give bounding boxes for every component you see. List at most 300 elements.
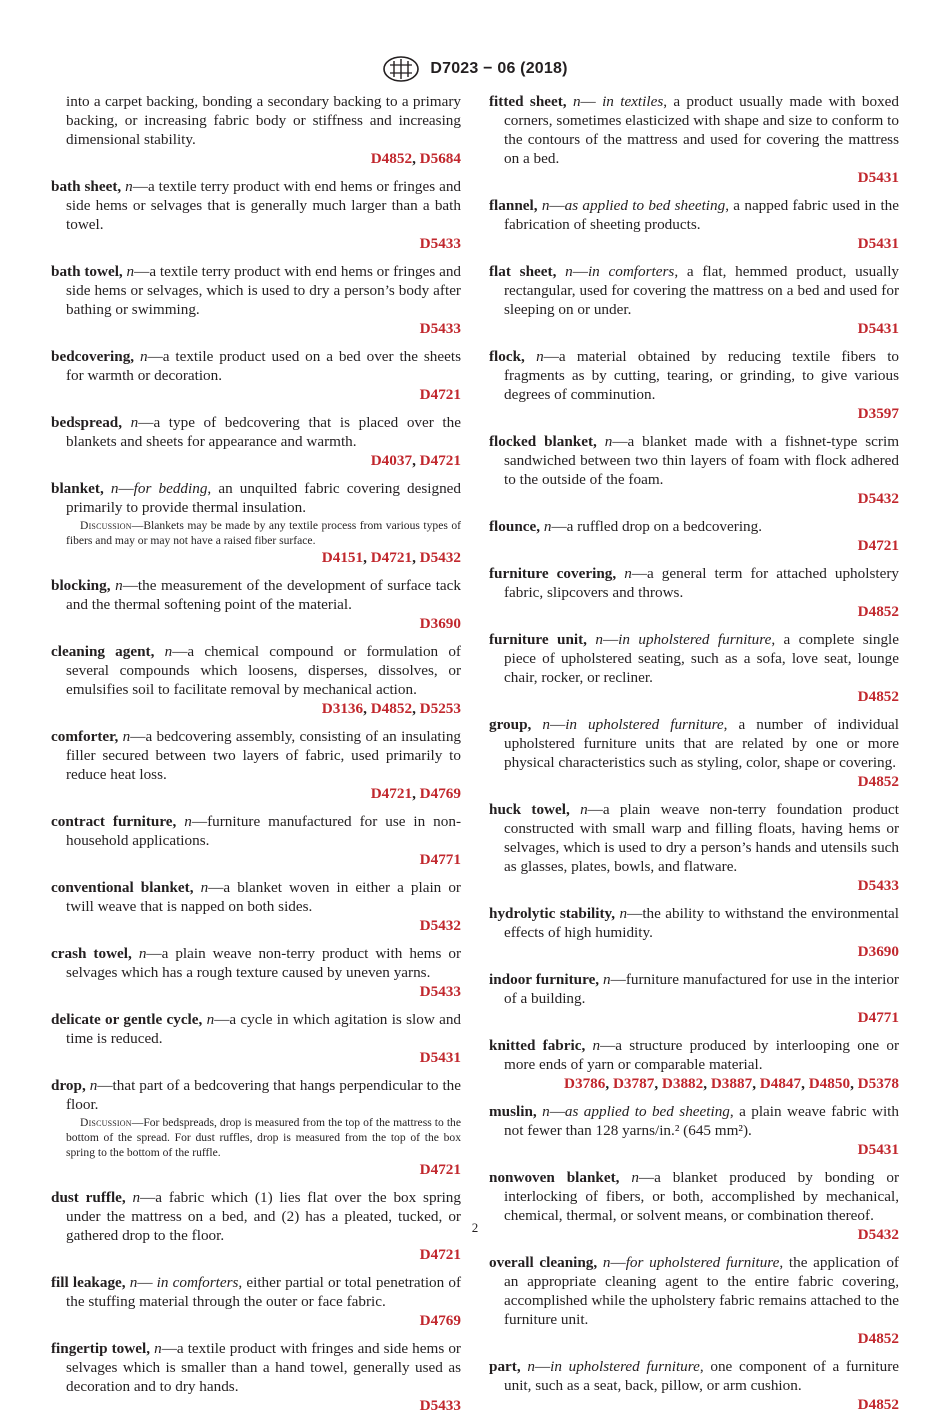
part-of-speech: n (565, 263, 573, 280)
em-dash: — (572, 263, 588, 280)
entry-body (51, 262, 461, 319)
em-dash: — (138, 414, 154, 431)
reference-list (51, 385, 461, 404)
em-dash: — (638, 1169, 655, 1186)
definition-text: , a complete single piece of upholstered seating, such as a sofa, love seat, lounge chair, rocker, or recliner. (504, 631, 899, 686)
reference-link[interactable]: D5433 (419, 235, 461, 252)
reference-link[interactable]: D4721 (370, 785, 413, 802)
glossary-entry (51, 642, 461, 718)
entry-body (489, 517, 899, 536)
glossary-entry (489, 1036, 899, 1093)
reference-link[interactable]: D4769 (419, 785, 461, 802)
reference-list (51, 1396, 461, 1415)
em-dash: — (147, 348, 163, 365)
glossary-entry (51, 1339, 461, 1415)
reference-link[interactable]: D4721 (370, 549, 413, 566)
reference-list (489, 772, 899, 791)
reference-link[interactable]: D3887 (710, 1075, 753, 1092)
definition-text: a fabric which (1) lies flat over the box spring under the mattress on a bed, and (2) has a pleated, tucked, or gathered drop to the floor. (66, 1189, 461, 1244)
reference-link[interactable]: D4852 (857, 1396, 899, 1413)
reference-list (51, 784, 461, 803)
reference-link[interactable]: D5684 (419, 150, 461, 167)
entry-body (51, 92, 461, 149)
term: bath sheet, (51, 178, 122, 195)
glossary-entry (51, 944, 461, 1001)
definition-text: a plain weave non-terry product with hems or selvages which has a rough texture caused by uneven yarns. (66, 945, 462, 981)
part-of-speech: n (130, 414, 139, 431)
em-dash: — (612, 433, 628, 450)
glossary-entry (51, 1273, 461, 1330)
glossary-entry (489, 262, 899, 338)
reference-link[interactable]: D4721 (419, 386, 461, 403)
entry-body (51, 177, 461, 234)
term: flock, (489, 348, 525, 365)
reference-link[interactable]: D3882 (661, 1075, 704, 1092)
part-of-speech: n (138, 945, 147, 962)
reference-link[interactable]: D3786 (564, 1075, 606, 1092)
entry-body (51, 1010, 461, 1048)
term: nonwoven blanket, (489, 1169, 620, 1186)
reference-list (51, 149, 461, 168)
em-dash: — (602, 631, 619, 648)
entry-body (489, 92, 899, 168)
definition-text: a material obtained by reducing textile fibers to fragments as by cutting, tearing, or grinding, to give various degrees of comminution. (504, 348, 900, 403)
reference-separator: , (605, 1075, 613, 1092)
part-of-speech: n (139, 348, 148, 365)
reference-link[interactable]: D5431 (419, 1049, 461, 1066)
glossary-entry (489, 347, 899, 423)
discussion-text: —Blankets may be made by any textile process from various types of fibers and may or may not have a raised fiber surface. (66, 519, 461, 547)
usage-qualifier: as applied to bed sheeting (564, 197, 726, 214)
part-of-speech: n (631, 1169, 639, 1186)
entry-body (489, 1102, 899, 1140)
entry-body (489, 1168, 899, 1225)
entry-body (51, 944, 461, 982)
definition-text: , a plain weave fabric with not fewer than 128 yarns/in.² (645 mm²). (504, 1103, 899, 1139)
reference-link[interactable]: D5432 (857, 1226, 899, 1243)
reference-link[interactable]: D5433 (419, 1397, 461, 1414)
definition-text: a type of bedcovering that is placed over the blankets and sheets for appearance and warmth. (66, 414, 461, 450)
reference-list (489, 234, 899, 253)
term: furniture unit, (489, 631, 587, 648)
reference-link[interactable]: D4852 (857, 603, 899, 620)
definition-text: a structure produced by interlooping one or more ends of yarn or comparable material. (504, 1037, 900, 1073)
part-of-speech: n (132, 1189, 141, 1206)
reference-list (51, 916, 461, 935)
definition-text: a textile product used on a bed over the sheets for warmth or decoration. (66, 348, 461, 384)
definition-text: , a number of individual upholstered furniture units that are related by one or more physical characteristics such as styling, color, shape or covering. (504, 716, 900, 771)
entry-body (51, 1188, 461, 1245)
reference-link[interactable]: D4721 (419, 452, 461, 469)
part-of-speech: n (602, 1254, 611, 1271)
term: blanket, (51, 480, 104, 497)
reference-separator: , (801, 1075, 809, 1092)
entry-body (489, 800, 899, 876)
reference-link[interactable]: D5432 (419, 917, 461, 934)
discussion-note (51, 1115, 461, 1160)
entry-body (489, 1357, 899, 1395)
reference-list (489, 1008, 899, 1027)
term: comforter, (51, 728, 119, 745)
entry-body (51, 642, 461, 699)
reference-link[interactable]: D5431 (857, 235, 899, 252)
reference-link[interactable]: D4771 (419, 851, 461, 868)
entry-body (51, 1273, 461, 1311)
part-of-speech: n (164, 643, 173, 660)
entry-body (51, 576, 461, 614)
glossary-entry (51, 347, 461, 404)
discussion-note (51, 518, 461, 548)
definition-text: a ruffled drop on a bedcovering. (566, 518, 763, 535)
entry-body (489, 970, 899, 1008)
part-of-speech: n (125, 178, 133, 195)
reference-link[interactable]: D5253 (419, 700, 461, 717)
definition-text: , either partial or total penetration of the stuffing material through the outer or face fabric. (66, 1274, 462, 1310)
reference-link[interactable]: D4721 (419, 1161, 461, 1178)
term: part, (489, 1358, 521, 1375)
part-of-speech: n (543, 518, 552, 535)
reference-list (51, 982, 461, 1001)
entry-body (489, 432, 899, 489)
reference-list (51, 1160, 461, 1179)
em-dash: — (208, 879, 224, 896)
term: cleaning agent, (51, 643, 155, 660)
definition-text: furniture manufactured for use in the interior of a building. (504, 971, 899, 1007)
part-of-speech: n (541, 197, 550, 214)
em-dash: — (161, 1340, 177, 1357)
reference-link[interactable]: D5432 (857, 490, 899, 507)
glossary-entry (51, 727, 461, 803)
reference-link[interactable]: D4850 (808, 1075, 851, 1092)
term: fill leakage, (51, 1274, 126, 1291)
em-dash: — (631, 565, 647, 582)
entry-body (51, 878, 461, 916)
em-dash: — (118, 480, 134, 497)
definition-text: , one component of a furniture unit, such as a seat, back, pillow, or arm cushion. (504, 1358, 899, 1394)
reference-list (489, 1140, 899, 1159)
reference-link[interactable]: D3690 (857, 943, 899, 960)
definition-text: a bedcovering assembly, consisting of an insulating filler secured between two layers of fabric, used primarily to reduce heat loss. (66, 728, 462, 783)
definition-text: , a napped fabric used in the fabrication of sheeting products. (504, 197, 900, 233)
reference-separator: , (412, 549, 420, 566)
reference-link[interactable]: D5433 (419, 983, 461, 1000)
term: delicate or gentle cycle, (51, 1011, 203, 1028)
reference-list (489, 942, 899, 961)
definition-text: into a carpet backing, bonding a secondary backing to a primary backing, or increasing fabric body or stiffness and increasing dimensional stability. (66, 93, 461, 148)
glossary-entry (51, 479, 461, 567)
reference-link[interactable]: D3136 (321, 700, 364, 717)
glossary-entry (489, 630, 899, 706)
definition-text: a textile terry product with end hems or fringes and side hems or selvages that is generally much larger than a bath towel. (66, 178, 462, 233)
term: contract furniture, (51, 813, 177, 830)
term: knitted fabric, (489, 1037, 586, 1054)
reference-separator: , (412, 785, 420, 802)
reference-list (489, 489, 899, 508)
entry-body (51, 727, 461, 784)
entry-body (489, 564, 899, 602)
entry-body (489, 1253, 899, 1329)
term: bedcovering, (51, 348, 135, 365)
reference-list (51, 1048, 461, 1067)
discussion-label: Discussion (80, 519, 132, 532)
reference-link[interactable]: D5431 (857, 169, 899, 186)
document-designation: D7023 − 06 (2018) (430, 60, 568, 77)
entry-body (51, 413, 461, 451)
glossary-entry (51, 1076, 461, 1179)
term: dust ruffle, (51, 1189, 126, 1206)
em-dash: — (534, 1358, 551, 1375)
part-of-speech: n (206, 1011, 215, 1028)
reference-list (489, 602, 899, 621)
reference-list (489, 1395, 899, 1414)
em-dash: — (172, 643, 188, 660)
discussion-label: Discussion (80, 1116, 132, 1129)
reference-link[interactable]: D4037 (370, 452, 413, 469)
reference-link[interactable]: D3597 (857, 405, 899, 422)
part-of-speech: n (126, 263, 135, 280)
page-number: 2 (471, 1220, 479, 1235)
reference-list (51, 548, 461, 567)
glossary-entry (489, 517, 899, 555)
part-of-speech: n (542, 1103, 550, 1120)
reference-link[interactable]: D5433 (419, 320, 461, 337)
reference-link[interactable]: D4852 (370, 700, 413, 717)
entry-body (489, 347, 899, 404)
em-dash: — (140, 1189, 156, 1206)
reference-separator: , (703, 1075, 711, 1092)
glossary-entry (51, 262, 461, 338)
term: drop, (51, 1077, 86, 1094)
entry-body (51, 1076, 461, 1114)
glossary-entry (489, 715, 899, 791)
definition-text: the measurement of the development of surface tack and the thermal softening point of the material. (66, 577, 461, 613)
term: flocked blanket, (489, 433, 597, 450)
glossary-entry (51, 413, 461, 470)
reference-link[interactable]: D4721 (857, 537, 899, 554)
term: fingertip towel, (51, 1340, 150, 1357)
reference-list (51, 850, 461, 869)
reference-separator: , (363, 700, 371, 717)
em-dash: — (97, 1077, 113, 1094)
definition-text: a general term for attached upholstery fabric, slipcovers and throws. (504, 565, 899, 601)
reference-link[interactable]: D4769 (419, 1312, 461, 1329)
reference-separator: , (363, 549, 371, 566)
glossary-entry (51, 878, 461, 935)
part-of-speech: n (129, 1274, 138, 1291)
reference-link[interactable]: D4852 (857, 688, 899, 705)
part-of-speech: n (542, 716, 550, 733)
em-dash: — (580, 93, 603, 110)
glossary-entry (489, 1253, 899, 1348)
part-of-speech: n (572, 93, 581, 110)
definition-text: , the application of an appropriate cleaning agent to the entire fabric covering, accomplished while the upholstery fabric remains attached to the furniture unit. (504, 1254, 899, 1328)
reference-list (489, 536, 899, 555)
em-dash: — (137, 1274, 157, 1291)
term: fitted sheet, (489, 93, 567, 110)
entry-body (489, 630, 899, 687)
reference-list (51, 614, 461, 633)
definition-text: a textile product with fringes and side hems or selvages which is smaller than a hand towel, generally used as decoration and to dry hands. (66, 1340, 461, 1395)
term: hydrolytic stability, (489, 905, 616, 922)
entry-body (489, 196, 899, 234)
em-dash: — (610, 971, 626, 988)
definition-text: that part of a bedcovering that hangs perpendicular to the floor. (66, 1077, 462, 1113)
glossary-entry (51, 576, 461, 633)
part-of-speech: n (115, 577, 123, 594)
definition-text: furniture manufactured for use in non-household applications. (66, 813, 462, 849)
term: overall cleaning, (489, 1254, 598, 1271)
entry-body (489, 715, 899, 772)
em-dash: — (146, 945, 162, 962)
em-dash: — (549, 1103, 565, 1120)
em-dash: — (627, 905, 643, 922)
entry-body (489, 262, 899, 319)
em-dash: — (551, 518, 567, 535)
part-of-speech: n (110, 480, 119, 497)
reference-list (51, 319, 461, 338)
entry-body (51, 1339, 461, 1396)
glossary-entry (51, 1010, 461, 1067)
reference-list (51, 1311, 461, 1330)
term: furniture covering, (489, 565, 617, 582)
reference-link[interactable]: D5431 (857, 1141, 899, 1158)
reference-link[interactable]: D5433 (857, 877, 899, 894)
em-dash: — (132, 178, 148, 195)
part-of-speech: n (595, 631, 603, 648)
entry-body (489, 1036, 899, 1074)
usage-qualifier: in upholstered furniture (618, 631, 772, 648)
definition-text: a plain weave non-terry foundation product constructed with small warp and filling floats, having hems or selvages, which is used to dry a person’s hands and utensils such as glasses, plates, bowls, and flatware. (504, 801, 899, 875)
em-dash: — (587, 801, 603, 818)
term: muslin, (489, 1103, 537, 1120)
discussion-text: —For bedspreads, drop is measured from the top of the mattress to the bottom of the spread. For dust ruffles, drop is measured from the top of the box spring to the bottom of the ruffle. (66, 1116, 461, 1159)
entry-body (51, 812, 461, 850)
em-dash: — (610, 1254, 626, 1271)
reference-link[interactable]: D4721 (419, 1246, 461, 1263)
part-of-speech: n (154, 1340, 162, 1357)
reference-separator: , (654, 1075, 662, 1092)
part-of-speech: n (603, 971, 611, 988)
reference-link[interactable]: D4847 (759, 1075, 802, 1092)
reference-separator: , (412, 150, 420, 167)
em-dash: — (214, 1011, 230, 1028)
reference-link[interactable]: D3787 (612, 1075, 655, 1092)
em-dash: — (134, 263, 150, 280)
glossary-entry (489, 970, 899, 1027)
usage-qualifier: in upholstered furniture (550, 1358, 700, 1375)
reference-separator: , (412, 700, 420, 717)
reference-link[interactable]: D5431 (857, 320, 899, 337)
reference-list (489, 1074, 899, 1093)
term: crash towel, (51, 945, 132, 962)
term: flat sheet, (489, 263, 557, 280)
reference-list (51, 234, 461, 253)
definition-text: a chemical compound or formulation of several compounds which loosens, disperses, dissolves, or emulsifies soil to facilitate removal by mechanical action. (66, 643, 461, 698)
glossary-entry (51, 812, 461, 869)
usage-qualifier: in comforters (156, 1274, 239, 1291)
em-dash: — (191, 813, 208, 830)
reference-link[interactable]: D4852 (370, 150, 413, 167)
term: flannel, (489, 197, 538, 214)
em-dash: — (543, 348, 559, 365)
reference-list (489, 876, 899, 895)
reference-link[interactable]: D4771 (857, 1009, 899, 1026)
entry-body (489, 904, 899, 942)
reference-list (489, 687, 899, 706)
usage-qualifier: in comforters (587, 263, 675, 280)
reference-link[interactable]: D4852 (857, 773, 899, 790)
reference-separator: , (412, 452, 420, 469)
usage-qualifier: in upholstered furniture (565, 716, 724, 733)
entry-body (51, 479, 461, 517)
reference-list (51, 1245, 461, 1264)
reference-separator: , (850, 1075, 858, 1092)
part-of-speech: n (580, 801, 588, 818)
term: bedspread, (51, 414, 123, 431)
definition-text: a blanket made with a fishnet-type scrim sandwiched between two thin layers of foam with flock adhered to the outside of the foam. (504, 433, 900, 488)
reference-list (489, 168, 899, 187)
glossary-entry (489, 196, 899, 253)
part-of-speech: n (619, 905, 628, 922)
em-dash: — (600, 1037, 616, 1054)
glossary-entry (489, 1357, 899, 1414)
usage-qualifier: for upholstered furniture (625, 1254, 780, 1271)
glossary-entry (489, 904, 899, 961)
reference-link[interactable]: D5432 (419, 549, 461, 566)
term: blocking, (51, 577, 111, 594)
definition-text: a cycle in which agitation is slow and time is reduced. (66, 1011, 462, 1047)
definition-text: , an unquilted fabric covering designed primarily to provide thermal insulation. (66, 480, 462, 516)
astm-logo-icon (382, 55, 420, 83)
part-of-speech: n (200, 879, 209, 896)
definition-text: a blanket woven in either a plain or twill weave that is napped on both sides. (66, 879, 461, 915)
part-of-speech: n (89, 1077, 98, 1094)
definition-text: , a product usually made with boxed corners, sometimes elasticized with shape and size to conform to the contours of the mattress and used for covering the mattress on a bed. (504, 93, 900, 167)
em-dash: — (550, 716, 566, 733)
term: bath towel, (51, 263, 123, 280)
glossary-entry (489, 564, 899, 621)
glossary-entry (489, 1102, 899, 1159)
usage-qualifier: for bedding (133, 480, 208, 497)
reference-link[interactable]: D3690 (419, 615, 461, 632)
usage-qualifier: as applied to bed sheeting (564, 1103, 730, 1120)
em-dash: — (549, 197, 565, 214)
entry-body (51, 347, 461, 385)
reference-link[interactable]: D4852 (857, 1330, 899, 1347)
glossary-entry (51, 92, 461, 168)
term: huck towel, (489, 801, 570, 818)
reference-link[interactable]: D5378 (857, 1075, 899, 1092)
part-of-speech: n (592, 1037, 601, 1054)
part-of-speech: n (184, 813, 192, 830)
definition-text: , a flat, hemmed product, usually rectangular, used for covering the mattress on a bed and used for sleeping on or under. (504, 263, 900, 318)
term: group, (489, 716, 532, 733)
reference-list (51, 699, 461, 718)
reference-link[interactable]: D4151 (321, 549, 364, 566)
em-dash: — (122, 577, 138, 594)
glossary-entry (489, 432, 899, 508)
term: flounce, (489, 518, 541, 535)
reference-list (51, 451, 461, 470)
part-of-speech: n (624, 565, 632, 582)
glossary-entry (489, 92, 899, 187)
term: conventional blanket, (51, 879, 194, 896)
part-of-speech: n (122, 728, 131, 745)
reference-list (489, 404, 899, 423)
glossary-entry (51, 177, 461, 253)
term: indoor furniture, (489, 971, 600, 988)
part-of-speech: n (527, 1358, 535, 1375)
